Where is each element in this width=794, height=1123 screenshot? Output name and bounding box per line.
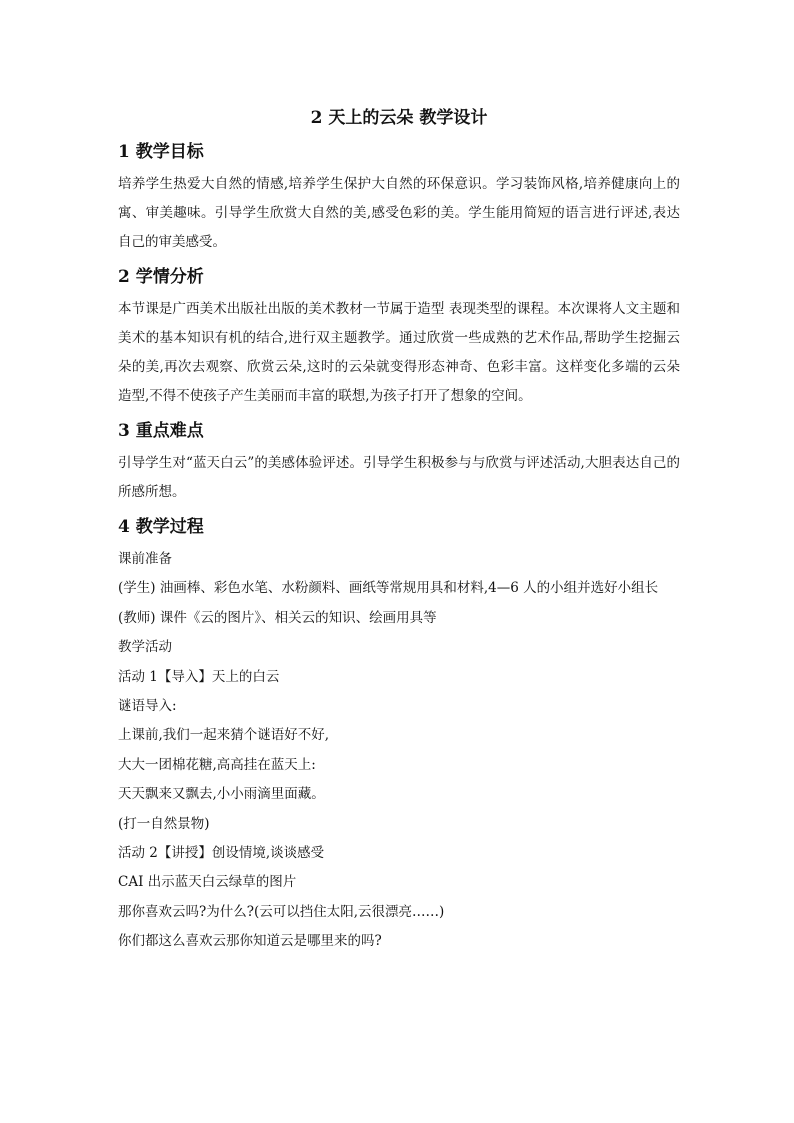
process-line: (学生) 油画棒、彩色水笔、水粉颜料、画纸等常规用具和材料,4—6 人的小组并选好小组长 <box>118 580 659 597</box>
process-line: CAI 出示蓝天白云绿草的图片 <box>118 874 297 891</box>
section-body: 培养学生热爱大自然的情感,培养学生保护大自然的环保意识。学习装饰风格,培养健康向上的寓、审美趣味。引导学生欣赏大自然的美,感受色彩的美。学生能用简短的语言进行评述,表达自己的审美感受。 <box>118 176 680 250</box>
process-line: (打一自然景物) <box>118 815 210 832</box>
section-objectives <box>118 138 680 257</box>
process-line: 大大一团棉花糖,高高挂在蓝天上: <box>118 756 316 773</box>
section-heading: 1 教学目标 <box>118 142 204 162</box>
section-keypoints <box>118 417 680 507</box>
process-line: (教师) 课件《云的图片》、相关云的知识、绘画用具等 <box>118 609 437 626</box>
process-line: 你们都这么喜欢云那你知道云是哪里来的吗? <box>118 933 382 950</box>
process-line: 谜语导入: <box>118 698 177 715</box>
section-analysis <box>118 263 680 411</box>
process-line: 那你喜欢云吗?为什么?(云可以挡住太阳,云很漂亮……) <box>118 903 445 920</box>
section-body: 引导学生对“蓝天白云”的美感体验评述。引导学生积极参与与欣赏与评述活动,大胆表达自己的所感所想。 <box>118 455 680 500</box>
process-line: 课前准备 <box>118 551 172 567</box>
process-line: 活动 2【讲授】创设情境,谈谈感受 <box>118 845 325 862</box>
section-body: 本节课是广西美术出版社出版的美术教材一节属于造型 表现类型的课程。本次课将人文主题和美术的基本知识有机的结合,进行双主题教学。通过欣赏一些成熟的艺术作品,帮助学生挖掘云朵的美,再次去观察、欣赏云朵,这时的云朵就变得形态神奇、色彩丰富。这样变化多端的云朵造型,不得不使孩子产生美丽而丰富的联想,为孩子打开了想象的空间。 <box>118 301 680 404</box>
process-line: 天天飘来又飘去,小小雨滴里面藏。 <box>118 786 325 803</box>
process-line: 上课前,我们一起来猜个谜语好不好, <box>118 727 330 744</box>
process-line: 活动 1【导入】天上的白云 <box>118 668 280 685</box>
section-heading: 3 重点难点 <box>118 421 204 441</box>
process-line: 教学活动 <box>118 639 172 656</box>
section-heading: 4 教学过程 <box>118 517 204 537</box>
section-heading: 2 学情分析 <box>118 267 204 287</box>
document-title: 2 天上的云朵 教学设计 <box>310 108 488 128</box>
section-process <box>118 513 680 957</box>
